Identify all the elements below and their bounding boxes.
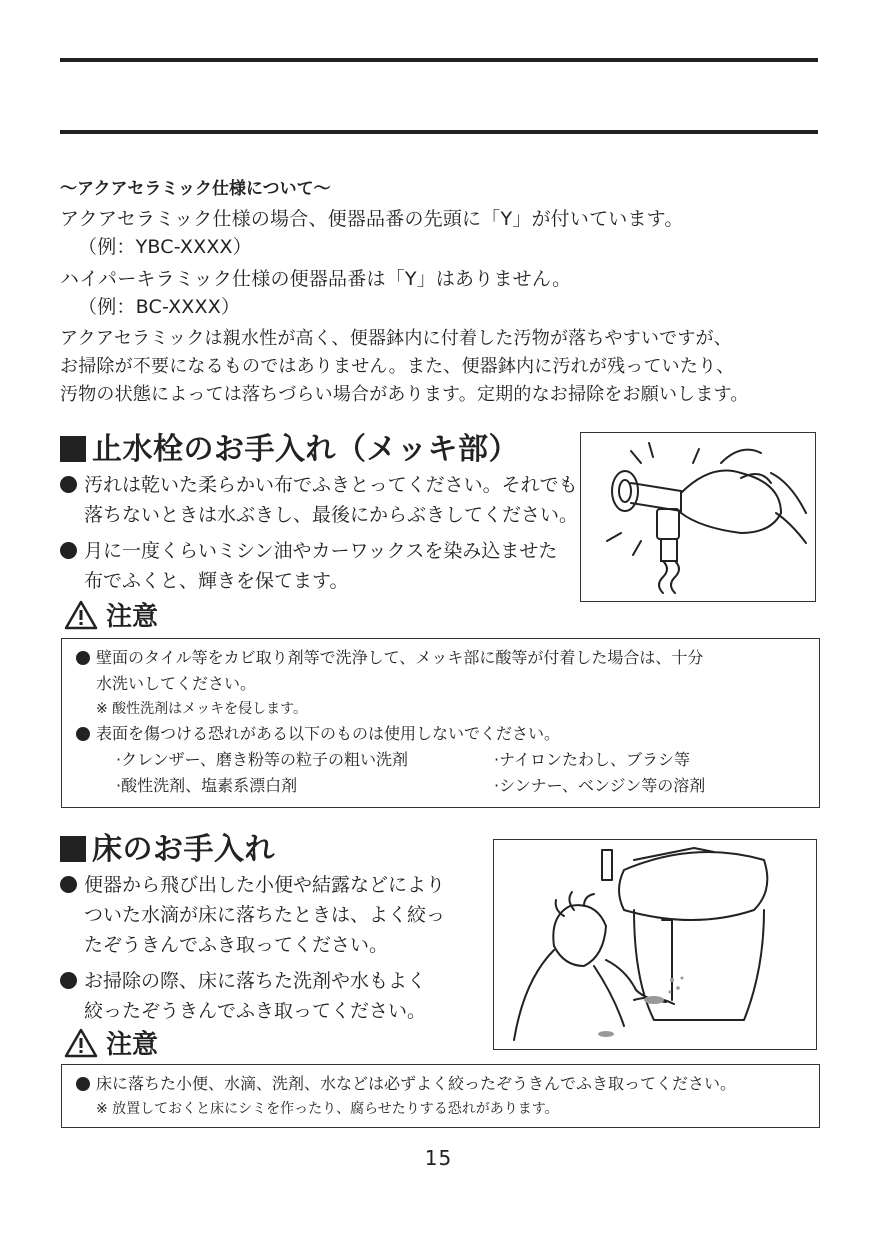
caution-box-faucet: [61, 638, 820, 808]
prohibited-items-row: ·クレンザー、磨き粉等の粒子の粗い洗剤 ·ナイロンたわし、ブラシ等: [116, 750, 690, 769]
list-item: 便器から飛び出した小便や結露などにより ついた水滴が床に落ちたときは、よく絞っ たぞうきんでふき取ってください。: [60, 870, 490, 960]
aqua-para-1: アクアセラミック仕様の場合、便器品番の先頭に「Y」が付いています。: [60, 208, 684, 230]
floor-bullet-list: [60, 870, 490, 1032]
caution-heading-1: 注意: [64, 596, 158, 633]
aqua-para-2: ハイパーキラミック仕様の便器品番は「Y」はありません。: [60, 268, 572, 290]
caution-item: 表面を傷つける恐れがある以下のものは使用しないでください。: [76, 721, 805, 747]
square-bullet-icon: [60, 436, 86, 462]
list-item: 汚れは乾いた柔らかい布でふきとってください。それでも 落ちないときは水ぶきし、最後にからぶきしてください。: [60, 470, 580, 530]
aqua-para-3-line-3: 汚物の状態によっては落ちづらい場合があります。定期的なお掃除をお願いします。: [60, 384, 749, 405]
caution-note: ※ 放置しておくと床にシミを作ったり、腐らせたりする恐れがあります。: [96, 1101, 559, 1117]
aqua-ceramic-title: 〜アクアセラミック仕様について〜: [60, 179, 331, 199]
section-heading-floor: 床のお手入れ: [60, 824, 275, 868]
warning-triangle-icon: [64, 600, 98, 630]
list-item: お掃除の際、床に落ちた洗剤や水もよく 絞ったぞうきんでふき取ってください。: [60, 966, 490, 1026]
top-rule: [60, 58, 818, 62]
aqua-example-1: （例：YBC-XXXX）: [78, 236, 252, 258]
aqua-example-2: （例：BC-XXXX）: [78, 296, 241, 318]
section-heading-faucet: 止水栓のお手入れ（メッキ部）: [60, 424, 519, 468]
caution-item: 床に落ちた小便、水滴、洗剤、水などは必ずよく絞ったぞうきんでふき取ってください。: [76, 1071, 805, 1097]
bullet-dot-icon: [76, 1077, 90, 1091]
bullet-dot-icon: [60, 972, 77, 989]
floor-illustration-svg: [494, 840, 815, 1048]
bullet-dot-icon: [60, 476, 77, 493]
caution-note: ※ 酸性洗剤はメッキを侵します。: [96, 701, 308, 717]
faucet-bullet-list: [60, 470, 580, 602]
aqua-ceramic-section: [60, 174, 820, 409]
caution-item: 壁面のタイル等をカビ取り剤等で洗浄して、メッキ部に酸等が付着した場合は、十分 水洗いしてください。: [76, 645, 805, 697]
faucet-illustration-svg: [581, 433, 814, 600]
header-rule: [60, 130, 818, 134]
prohibited-items-row: ·酸性洗剤、塩素系漂白剤 ·シンナー、ベンジン等の溶剤: [116, 776, 706, 795]
page-number: 15: [424, 1146, 453, 1170]
floor-cleaning-illustration: [493, 839, 817, 1050]
bullet-dot-icon: [60, 542, 77, 559]
list-item: 月に一度くらいミシン油やカーワックスを染み込ませた 布でふくと、輝きを保てます。: [60, 536, 580, 596]
caution-heading-2: 注意: [64, 1024, 158, 1061]
bullet-dot-icon: [60, 876, 77, 893]
aqua-para-3-line-1: アクアセラミックは親水性が高く、便器鉢内に付着した汚物が落ちやすいですが、: [60, 328, 732, 349]
bullet-dot-icon: [76, 651, 90, 665]
bullet-dot-icon: [76, 727, 90, 741]
faucet-cleaning-illustration: [580, 432, 816, 602]
warning-triangle-icon: [64, 1028, 98, 1058]
aqua-para-3-line-2: お掃除が不要になるものではありません。また、便器鉢内に汚れが残っていたり、: [60, 356, 735, 377]
square-bullet-icon: [60, 836, 86, 862]
caution-box-floor: [61, 1064, 820, 1128]
